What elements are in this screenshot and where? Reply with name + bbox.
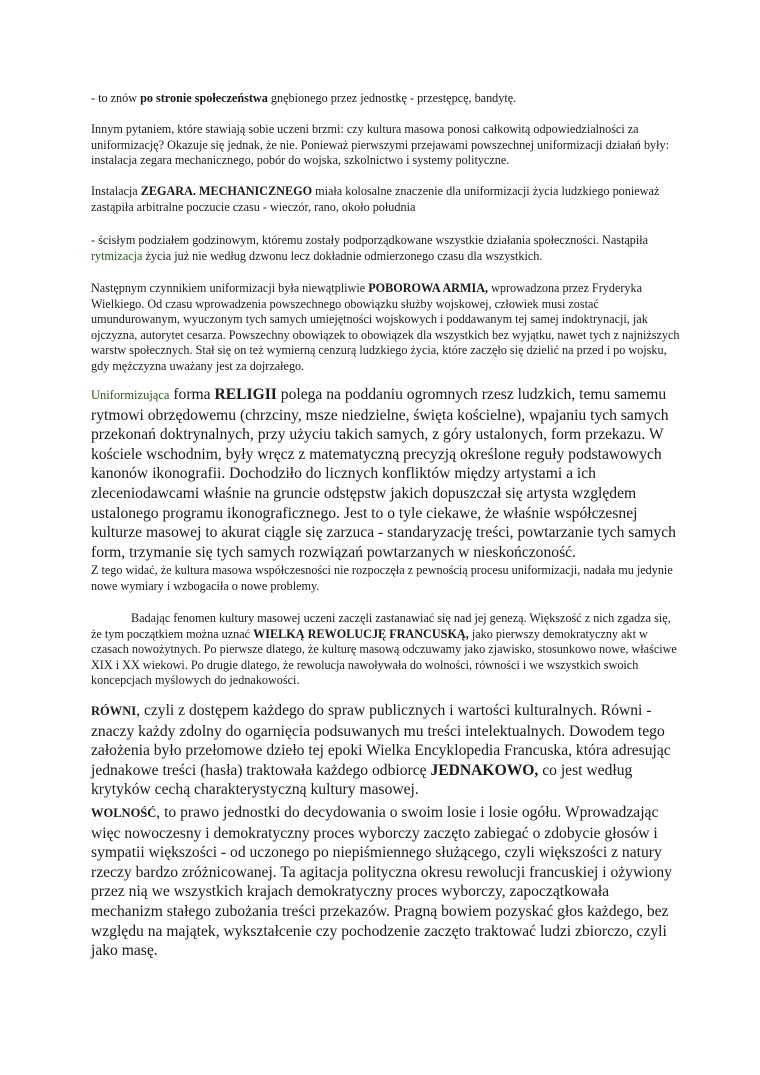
text-run: polega na poddaniu ogromnych rzesz ludzkich, temu samemu rytmowi obrzędowemu (chrzciny, msze niedzielne, święta kościelne), wpajaniu tych samych przekonań doktrynalnych, przy użyciu takich samych, z góry ustalonych, form przekazu. W kościele wschodnim, były wręcz z matematyczną precyzją określone reguły podstawowych kanonów ikonografii. Dochodziło do licznych konfliktów między artystami a ich zleceniodawcami właśnie na gruncie odstępstw jakich dopuszczał się artysta względem ustalonego programu ikonograficznego. Jest to o tyle ciekawe, że właśnie współczesnej kulturze masowej to akurat ciągle się zarzuca - standaryzację treści, powtarzanie tych samych form, trzymanie się tych samych rozwiązań powtarzanych w nieskończoność. (91, 386, 676, 561)
bold-run: RÓWNI (91, 704, 137, 718)
highlighted-run: Uniformizująca (91, 388, 170, 402)
text-run: jako pierwszy demokratyczny akt w czasach nowożytnych. Po pierwsze dlatego, że kulturę masową odczuwamy jako zjawisko, stosunkowo nowe, właściwe XIX i XX wiekowi. Po drugie dlatego, że rewolucja nawoływała do wolności, równości i we wszystkich swoich koncepcjach myślowych do jednakowości. (91, 626, 677, 688)
paragraph-revolution (91, 611, 681, 689)
highlighted-run: rytmizacja (91, 248, 143, 263)
paragraph-religion (91, 385, 681, 562)
paragraph-rhythm (91, 233, 681, 264)
text-run: - to znów (91, 91, 141, 105)
text-run: co jest według krytyków cechą charakterystyczną kultury masowej. (91, 761, 633, 799)
text-run: - ścisłym podziałem godzinowym, któremu zostały podporządkowane wszystkie działania społeczności. Nastąpiła (91, 233, 649, 247)
paragraph-society (91, 91, 681, 107)
paragraph-question (91, 122, 681, 169)
text-run: miała kolosalne znaczenie dla uniformizacji życia ludzkiego ponieważ zastąpiła arbitralne poczucie czasu - wieczór, rano, około południa (91, 184, 660, 214)
bold-run: POBOROWA ARMIA, (368, 281, 489, 295)
paragraph-army (91, 281, 681, 375)
text-run: , to prawo jednostki do decydowania o swoim losie i losie ogółu. Wprowadzając więc nowoczesny i demokratyczny proces wyborczy zaczęto zabiegać o zdobycie głosów i sympatii większości - od uczonego po niepiśmiennego służącego, czyli większości z natury rzeczy bardzo zróżnicowanej. Ta agitacja polityczna okresu rewolucji francuskiej i ożywiony przez nią we wszystkich krajach demokratyczny proces wyborczy, zapoczątkowała mechanizm stałego zubożania treści przekazów. Pragną bowiem pozyskać głos każdego, bez względu na majątek, wykształcenie czy pochodzenie zaczęto traktować ludzi zbiorczo, czyli jako masę. (91, 804, 672, 960)
text-run: , czyli z dostępem każdego do spraw publicznych i wartości kulturalnych. Równi -znaczy każdy zdolny do ogarnięcia podsuwanych mu treści intelektualnych. Dowodem tego założenia było przełomowe dzieło tej epoki Wielka Encyklopedia Francuska, która adresując jednakowe treści (hasła) traktowała każdego odbiorcę (91, 702, 671, 779)
text-run: Z tego widać, że kultura masowa współczesności nie rozpoczęła z pewnością procesu uniformizacji, nadała mu jedynie nowe wymiary i wzbogaciła o nowe problemy. (91, 563, 673, 593)
bold-run: RELIGII (214, 386, 277, 403)
text-run: Instalacja (91, 184, 141, 198)
text-run: Następnym czynnikiem uniformizacji była niewątpliwie (91, 281, 369, 295)
paragraph-conclusion (91, 563, 681, 594)
text-run: Innym pytaniem, które stawiają sobie uczeni brzmi: czy kultura masowa ponosi całkowitą odpowiedzialności za uniformizację? Okazuje się jednak, że nie. Ponieważ pierwszymi przejawami powszechnej uniformizacji działań były: instalacja zegara mechanicznego, pobór do wojska, szkolnictwo i systemy polityczne. (91, 122, 669, 168)
bold-run: JEDNAKOWO, (430, 761, 539, 779)
text-run: forma (169, 386, 215, 403)
bold-run: po stronie społeczeństwa (140, 91, 268, 105)
text-run: gnębionego przez jednostkę - przestępcę, bandytę. (267, 91, 517, 105)
text-run: wprowadzona przez Fryderyka Wielkiego. Od czasu wprowadzenia powszechnego obowiązku służby wojskowej, człowiek musi zostać umundurowanym, wyuczonym tych samych umiejętności wojskowych i poddawanym tej samej indoktrynacji, jak ojczyzna, autorytet cesarza. Powszechny obowiązek to obowiązek dla wszystkich bez wyjątku, nawet tych z najniższych warstw społecznych. Stał się on też wymierną cenzurą ludzkiego życia, które zaczęło się dzielić na przed i po wojsku, gdy mężczyzna uważany jest za dojrzałego. (91, 281, 680, 373)
paragraph-freedom (91, 803, 681, 961)
paragraph-clock (91, 184, 681, 215)
paragraph-equality (91, 701, 681, 800)
text-run: Badając fenomen kultury masowej uczeni zaczęli zastanawiać się nad jej genezą. Większość z nich zgadza się, że tym początkiem można uznać (91, 611, 671, 641)
bold-run: ZEGARA. MECHANICZNEGO (140, 184, 313, 198)
text-run: życia już nie według dzwonu lecz dokładnie odmierzonego czasu dla wszystkich. (142, 248, 543, 263)
bold-run: WIELKĄ REWOLUCJĘ FRANCUSKĄ, (253, 626, 469, 641)
bold-run: WOLNOŚĆ (91, 806, 157, 820)
